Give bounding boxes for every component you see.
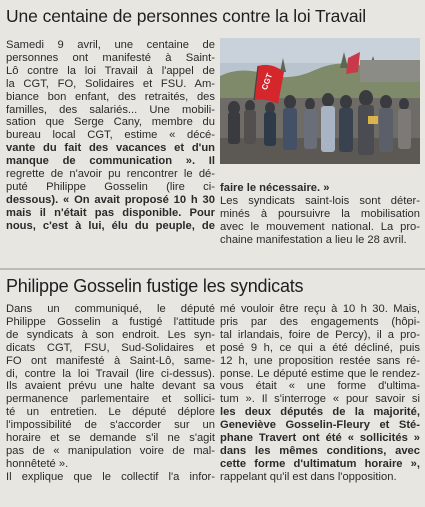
- text-line: dans les mêmes conditions, avec: [220, 444, 420, 457]
- text-line: dessous). « On avait proposé 10 h 30: [6, 193, 215, 206]
- text-line: vous était « une forme d'ultima-: [220, 380, 420, 393]
- text-line: di, contre la loi Travail (lire ci-dessus).: [6, 367, 215, 380]
- protest-scene-image: [220, 38, 420, 164]
- text-line: familles, des salariés... Une mobili-: [6, 103, 215, 116]
- text-line: de syndicats à son endroit. Les syn-: [6, 328, 215, 341]
- demonstration-photo: [220, 38, 420, 164]
- text-line: rappelant qu'il est dans l'opposition.: [220, 470, 397, 483]
- text-line: té un entretien. Le député déplore: [6, 406, 215, 419]
- text-line: FO ont manifesté à Saint-Lô, same-: [6, 354, 215, 367]
- text-line: tal irlandais, foire de Percy), il a pro-: [220, 328, 420, 341]
- article-1-headline: Une centaine de personnes contre la loi Travail: [6, 6, 367, 26]
- text-line: 12 h, une proposition restée sans ré-: [220, 354, 420, 367]
- text-line: manque de communication ». Il: [6, 155, 215, 168]
- text-line: Geneviève Gosselin-Fleury et Sté-: [220, 419, 420, 432]
- text-line: Il explique que le collectif l'a infor-: [6, 470, 215, 483]
- text-line: Dans un communiqué, le député: [6, 303, 215, 315]
- text-line: mais il n'était pas disponible. Pour: [6, 206, 215, 219]
- text-line: cette forme d'ultimatum horaire »,: [220, 457, 420, 470]
- flag-text: CGT: [259, 72, 275, 92]
- text-line: pas de « manipulation voire de mal-: [6, 444, 215, 457]
- text-line: horaire et se demande s'il ne s'agit: [6, 432, 215, 445]
- section-divider: [0, 268, 425, 270]
- text-line: ponse. Le député estime que le rendez-: [220, 367, 420, 380]
- text-line: personnes ont manifesté à Saint-: [6, 51, 215, 64]
- text-line: vante du fait des vacances et d'un: [6, 142, 215, 155]
- text-line: les deux députés de la majorité,: [220, 406, 420, 419]
- text-line: bureau local CGT, estime « décé-: [6, 129, 215, 142]
- text-line: honnêteté ».: [6, 457, 69, 470]
- text-line: la CGT, FO, Solidaires et FSU. Am-: [6, 77, 215, 90]
- text-line: dicats CGT, FSU, Sud-Solidaires et: [6, 341, 215, 354]
- text-line: nous, c'est à lui, élu du peuple, de: [6, 219, 215, 232]
- text-line: regrette de n'avoir pu rencontrer le dé-: [6, 168, 215, 181]
- text-line: Samedi 9 avril, une centaine de: [6, 39, 215, 51]
- text-line: phane Travert ont été « sollicités »: [220, 432, 420, 445]
- text-line: posé 9 h, ce qui a été décliné, puis: [220, 341, 420, 354]
- text-line: Lô contre la loi Travail à l'appel de: [6, 64, 215, 77]
- article-1-column-1: [6, 39, 215, 233]
- text-line: tum ». Il s'interroge « pour savoir si: [220, 393, 420, 406]
- text-line: permanence parlementaire et sollici-: [6, 393, 215, 406]
- article-1-column-2: [220, 182, 420, 247]
- text-line: avec le mouvement national. La pro-: [220, 220, 420, 233]
- text-line: Philippe Gosselin a fustigé l'attitude: [6, 315, 215, 328]
- text-line: Les syndicats saint-lois sont déter-: [220, 194, 420, 207]
- text-line: biance bon enfant, des retraités, des: [6, 90, 215, 103]
- article-2-column-1: [6, 303, 215, 484]
- text-line: pris par des engagements (hôpi-: [220, 315, 420, 328]
- text-line: chaine manifestation a lieu le 28 avril.: [220, 233, 407, 246]
- text-line: mé vouloir être reçu à 10 h 30. Mais,: [220, 303, 420, 315]
- text-line: faire le nécessaire. »: [220, 182, 330, 194]
- text-line: sation que Serge Cany, membre du: [6, 116, 215, 129]
- text-line: l'impossibilité de s'accorder sur un: [6, 419, 215, 432]
- article-2-column-2: [220, 303, 420, 484]
- text-line: Ils avaient prévu une halte devant sa: [6, 380, 215, 393]
- text-line: puté Philippe Gosselin (lire ci-: [6, 180, 215, 193]
- article-2-headline: Philippe Gosselin fustige les syndicats: [6, 276, 304, 296]
- text-line: minés à poursuivre la mobilisation: [220, 207, 420, 220]
